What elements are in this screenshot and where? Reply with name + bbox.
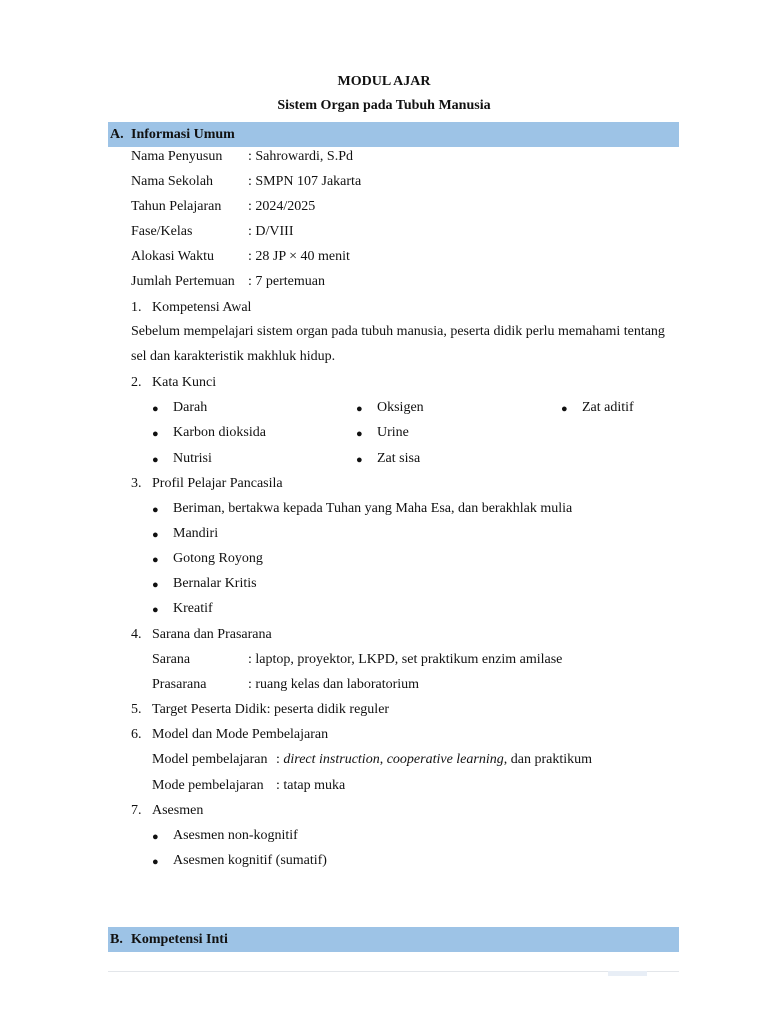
document-title: MODUL AJAR	[337, 74, 431, 89]
bullet-dot: ●	[356, 428, 363, 440]
document-subtitle: Sistem Organ pada Tubuh Manusia	[277, 98, 491, 113]
bullet-dot: ●	[152, 428, 159, 440]
list-number-1: 1.	[131, 300, 142, 315]
list-number-7: 7.	[131, 803, 142, 818]
model-rest: , dan praktikum	[503, 752, 592, 767]
info-val-sekolah: : SMPN 107 Jakarta	[248, 174, 362, 189]
model-comma: ,	[379, 752, 387, 767]
keyword-item: Zat aditif	[582, 400, 634, 415]
bullet-dot: ●	[152, 831, 159, 843]
sarana-value: : laptop, proyektor, LKPD, set praktikum enzim amilase	[248, 652, 563, 667]
model-cooperative-learning: cooperative learning	[386, 752, 504, 767]
info-key-fase: Fase/Kelas	[131, 224, 193, 239]
profil-item: Kreatif	[173, 601, 213, 616]
list-number-6: 6.	[131, 727, 142, 742]
asesmen-item: Asesmen non-kognitif	[173, 828, 298, 843]
asesmen-heading: Asesmen	[152, 803, 204, 818]
list-number-4: 4.	[131, 627, 142, 642]
profil-heading: Profil Pelajar Pancasila	[152, 476, 283, 491]
model-heading: Model dan Mode Pembelajaran	[152, 727, 329, 742]
kompetensi-awal-heading: Kompetensi Awal	[152, 300, 252, 315]
mode-pembelajaran-value: : tatap muka	[276, 778, 346, 793]
section-a-header	[108, 122, 679, 147]
info-key-alokasi: Alokasi Waktu	[131, 249, 214, 264]
bullet-dot: ●	[356, 403, 363, 415]
profil-item: Beriman, bertakwa kepada Tuhan yang Maha Esa, dan berakhlak mulia	[173, 501, 573, 516]
model-pembelajaran-value	[276, 751, 592, 769]
info-val-penyusun: : Sahrowardi, S.Pd	[248, 149, 353, 164]
model-separator: :	[276, 752, 284, 767]
info-key-penyusun: Nama Penyusun	[131, 149, 223, 164]
asesmen-item: Asesmen kognitif (sumatif)	[173, 853, 327, 868]
bullet-dot: ●	[152, 454, 159, 466]
sarana-heading: Sarana dan Prasarana	[152, 627, 272, 642]
section-b-number: B.	[110, 932, 123, 947]
section-b-header	[108, 927, 679, 952]
keyword-item: Darah	[173, 400, 208, 415]
sarana-key: Sarana	[152, 652, 191, 667]
kompetensi-awal-text: Sebelum mempelajari sistem organ pada tubuh manusia, peserta didik perlu memahami tentang sel dan karakteristik makhluk hidup.	[131, 324, 665, 364]
mode-pembelajaran-key: Mode pembelajaran	[152, 778, 264, 793]
info-key-pertemuan: Jumlah Pertemuan	[131, 274, 235, 289]
bullet-dot: ●	[561, 403, 568, 415]
bullet-dot: ●	[152, 604, 159, 616]
section-b-label: Kompetensi Inti	[131, 932, 228, 947]
info-key-tahun: Tahun Pelajaran	[131, 199, 222, 214]
list-number-5: 5.	[131, 702, 142, 717]
profil-item: Gotong Royong	[173, 551, 263, 566]
profil-item: Mandiri	[173, 526, 219, 541]
info-key-sekolah: Nama Sekolah	[131, 174, 214, 189]
prasarana-value: : ruang kelas dan laboratorium	[248, 677, 420, 692]
prasarana-key: Prasarana	[152, 677, 207, 692]
info-val-tahun: : 2024/2025	[248, 199, 316, 214]
bullet-dot: ●	[152, 529, 159, 541]
target-peserta-didik: Target Peserta Didik: peserta didik reguler	[152, 702, 390, 717]
model-pembelajaran-key: Model pembelajaran	[152, 752, 268, 767]
keyword-item: Oksigen	[377, 400, 424, 415]
model-direct-instruction: direct instruction	[283, 752, 380, 767]
section-a-label: Informasi Umum	[131, 127, 235, 142]
bullet-dot: ●	[152, 554, 159, 566]
page-edge-mark	[608, 971, 647, 976]
bullet-dot: ●	[152, 579, 159, 591]
bullet-dot: ●	[152, 856, 159, 868]
keyword-item: Zat sisa	[377, 451, 421, 466]
page-divider	[108, 971, 679, 972]
bullet-dot: ●	[152, 504, 159, 516]
keyword-item: Urine	[377, 425, 409, 440]
list-number-2: 2.	[131, 375, 142, 390]
kata-kunci-heading: Kata Kunci	[152, 375, 217, 390]
list-number-3: 3.	[131, 476, 142, 491]
info-val-alokasi: : 28 JP × 40 menit	[248, 249, 350, 264]
keyword-item: Karbon dioksida	[173, 425, 266, 440]
info-val-pertemuan: : 7 pertemuan	[248, 274, 325, 289]
bullet-dot: ●	[152, 403, 159, 415]
bullet-dot: ●	[356, 454, 363, 466]
keyword-item: Nutrisi	[173, 451, 212, 466]
section-a-number: A.	[110, 127, 124, 142]
profil-item: Bernalar Kritis	[173, 576, 257, 591]
info-val-fase: : D/VIII	[248, 224, 294, 239]
